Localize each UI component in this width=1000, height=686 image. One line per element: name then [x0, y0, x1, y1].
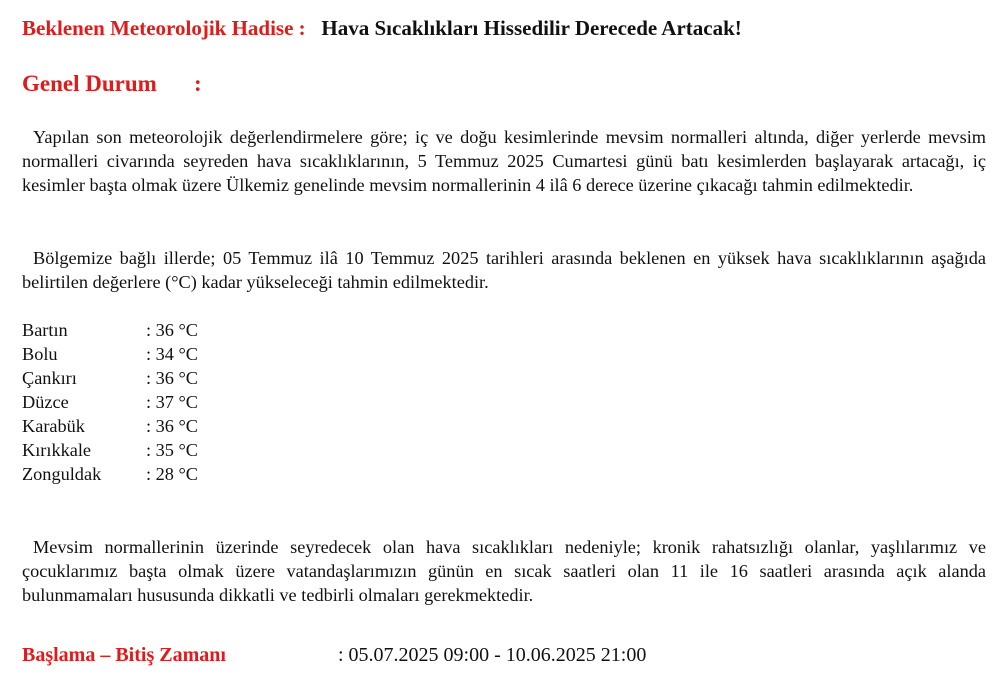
time-range-value: : 05.07.2025 09:00 - 10.06.2025 21:00 — [338, 644, 647, 666]
city-name: Düzce — [22, 392, 69, 412]
city-temperature: : 36 °C — [146, 320, 199, 340]
alert-label: Beklenen Meteorolojik Hadise : — [22, 16, 306, 40]
forecast-paragraph: Yapılan son meteorolojik değerlendirmelere göre; iç ve doğu kesimlerinde mevsim normalleri altında, diğer yerlerde mevsim normalleri civarında seyreden hava sıcaklıklarının, 5 Temmuz 2025 Cumartesi günü batı kesimlerden başlayarak artacağı, iç kesimler başta olmak üzere Ülkemiz genelinde mevsim normallerinin 4 ilâ 6 derece üzerine çıkacağı tahmin edilmektedir. — [22, 127, 986, 195]
city-temperature: : 36 °C — [146, 416, 199, 436]
advisory-paragraph: Mevsim normallerinin üzerinde seyredecek olan hava sıcaklıkları nedeniyle; kronik rahatsızlığı olanlar, yaşlılarımız ve çocuklarımız başta olmak üzere vatandaşlarımızın günün en sıcak saatleri olan 11 ile 16 saatleri arasında açık alanda bulunmamaları hususunda dikkatli ve tedbirli olmaları gerekmektedir. — [22, 537, 986, 605]
alert-title: Hava Sıcaklıkları Hissedilir Derecede Artacak! — [321, 16, 742, 40]
alert-header — [22, 16, 742, 41]
city-name: Çankırı — [22, 368, 77, 388]
time-range-label: Başlama – Bitiş Zamanı — [22, 644, 226, 666]
city-temperature: : 28 °C — [146, 464, 199, 484]
time-range — [22, 644, 647, 667]
city-name: Zonguldak — [22, 464, 102, 484]
city-name: Bartın — [22, 320, 68, 340]
city-name: Kırıkkale — [22, 440, 92, 460]
city-temperature: : 37 °C — [146, 392, 199, 412]
city-name: Bolu — [22, 344, 58, 364]
general-status-label: Genel Durum — [22, 71, 157, 96]
general-status-colon: : — [194, 71, 202, 96]
region-paragraph: Bölgemize bağlı illerde; 05 Temmuz ilâ 10 Temmuz 2025 tarihleri arasında beklenen en yüksek hava sıcaklıklarının aşağıda belirtilen değerlere (°C) kadar yükseleceği tahmin edilmektedir. — [22, 248, 986, 292]
city-temperature: : 35 °C — [146, 440, 199, 460]
city-temperature: : 34 °C — [146, 344, 199, 364]
city-name: Karabük — [22, 416, 85, 436]
city-temperature: : 36 °C — [146, 368, 199, 388]
general-status-heading — [22, 71, 202, 97]
